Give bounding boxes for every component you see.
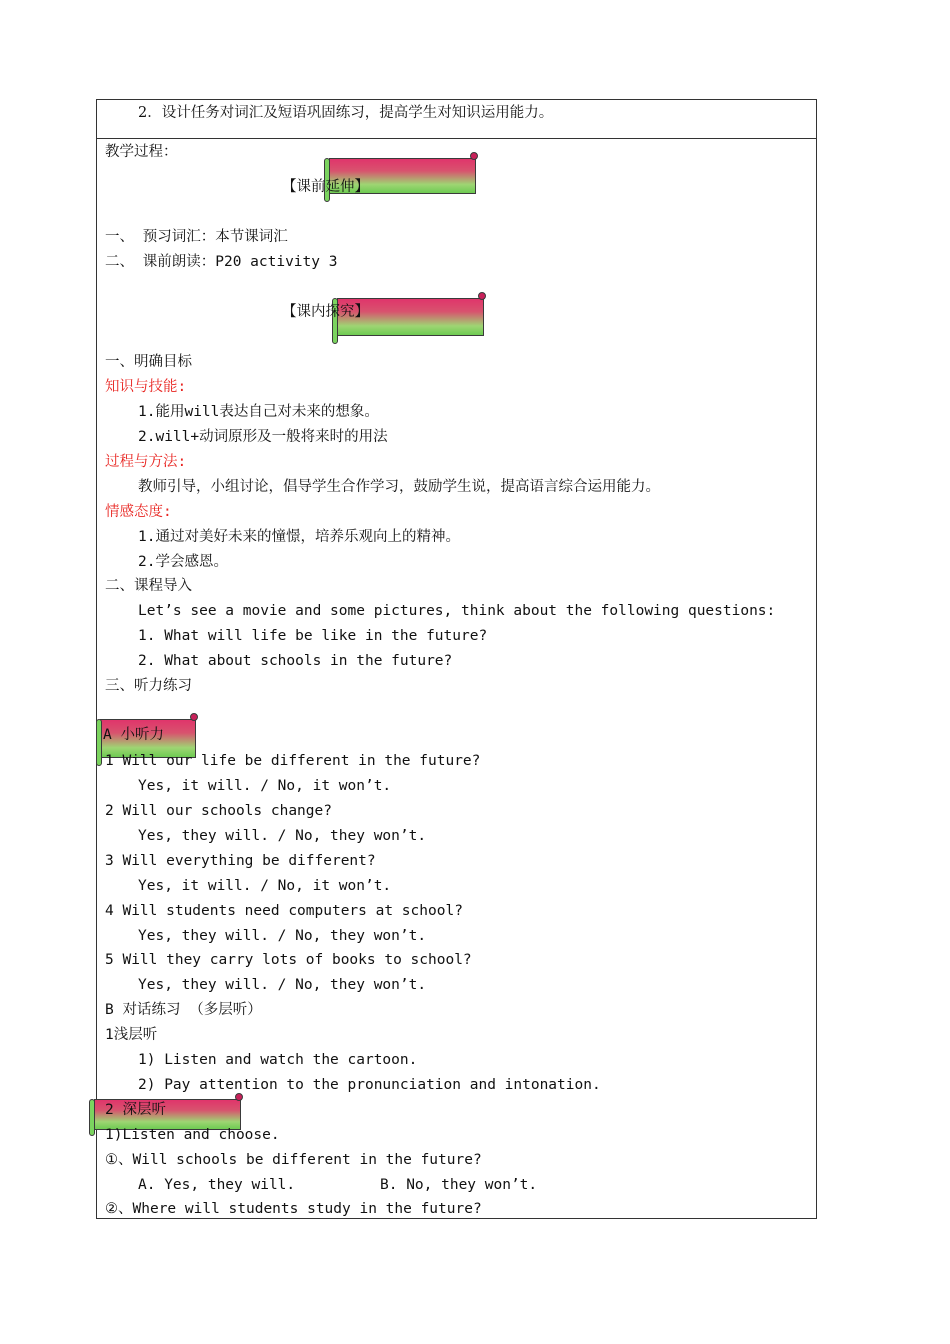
emotion-item-1: 1.通过对美好未来的憧憬，培养乐观向上的精神。 xyxy=(138,529,460,545)
choice-question-1: ①、Will schools be different in the future? xyxy=(105,1152,482,1168)
choice-option-a: A. Yes, they will. xyxy=(138,1177,296,1193)
choice-question-2: ②、Where will students study in the future? xyxy=(105,1201,482,1217)
dialogue-practice-title: B 对话练习 （多层听） xyxy=(105,1002,262,1018)
intro-question-1: 1. What will life be like in the future? xyxy=(138,628,488,644)
process-label: 过程与方法: xyxy=(105,454,187,470)
shallow-item-1: 1) Listen and watch the cartoon. xyxy=(138,1052,418,1068)
listening-question-2: 2 Will our schools change? xyxy=(105,803,332,819)
listening-answer-4: Yes, they will. / No, they won’t. xyxy=(138,928,427,944)
shallow-listening-title: 1浅层听 xyxy=(105,1027,158,1043)
process-text: 教师引导，小组讨论，倡导学生合作学习，鼓励学生说，提高语言综合运用能力。 xyxy=(138,479,660,495)
deep-item-1: 1)Listen and choose. xyxy=(105,1127,280,1143)
intro-text: Let’s see a movie and some pictures, think about the following questions: xyxy=(138,603,776,619)
section-1-title: 一、明确目标 xyxy=(105,354,192,370)
section-3-title: 三、听力练习 xyxy=(105,678,192,694)
listening-question-5: 5 Will they carry lots of books to school? xyxy=(105,952,472,968)
objective-line: 2．设计任务对词汇及短语巩固练习，提高学生对知识运用能力。 xyxy=(138,105,554,121)
shallow-item-2: 2) Pay attention to the pronunciation and intonation. xyxy=(138,1077,601,1093)
emotion-item-2: 2.学会感恩。 xyxy=(138,554,228,570)
knowledge-item-1: 1.能用will表达自己对未来的想象。 xyxy=(138,404,379,420)
banner-in-class-label: 【课内探究】 xyxy=(282,304,369,320)
banner-pre-class-label: 【课前延伸】 xyxy=(282,179,369,195)
process-heading: 教学过程： xyxy=(105,144,178,160)
pre-item-2: 二、 课前朗读：P20 activity 3 xyxy=(105,254,338,270)
listening-question-4: 4 Will students need computers at school? xyxy=(105,903,463,919)
deep-listening-title: 2 深层听 xyxy=(105,1102,166,1118)
emotion-label: 情感态度: xyxy=(105,504,172,520)
section-2-title: 二、课程导入 xyxy=(105,578,192,594)
listening-answer-3: Yes, it will. / No, it won’t. xyxy=(138,878,392,894)
listening-answer-5: Yes, they will. / No, they won’t. xyxy=(138,977,427,993)
knowledge-label: 知识与技能: xyxy=(105,379,187,395)
intro-question-2: 2. What about schools in the future? xyxy=(138,653,453,669)
listening-question-1: 1 Will our life be different in the future? xyxy=(105,753,481,769)
banner-a-label: A 小听力 xyxy=(103,727,164,743)
listening-question-3: 3 Will everything be different? xyxy=(105,853,376,869)
listening-answer-1: Yes, it will. / No, it won’t. xyxy=(138,778,392,794)
knowledge-item-2: 2.will+动词原形及一般将来时的用法 xyxy=(138,429,388,445)
listening-answer-2: Yes, they will. / No, they won’t. xyxy=(138,828,427,844)
pre-item-1: 一、 预习词汇：本节课词汇 xyxy=(105,229,288,245)
table-row-divider xyxy=(96,138,817,139)
choice-option-b: B. No, they won’t. xyxy=(380,1177,538,1193)
